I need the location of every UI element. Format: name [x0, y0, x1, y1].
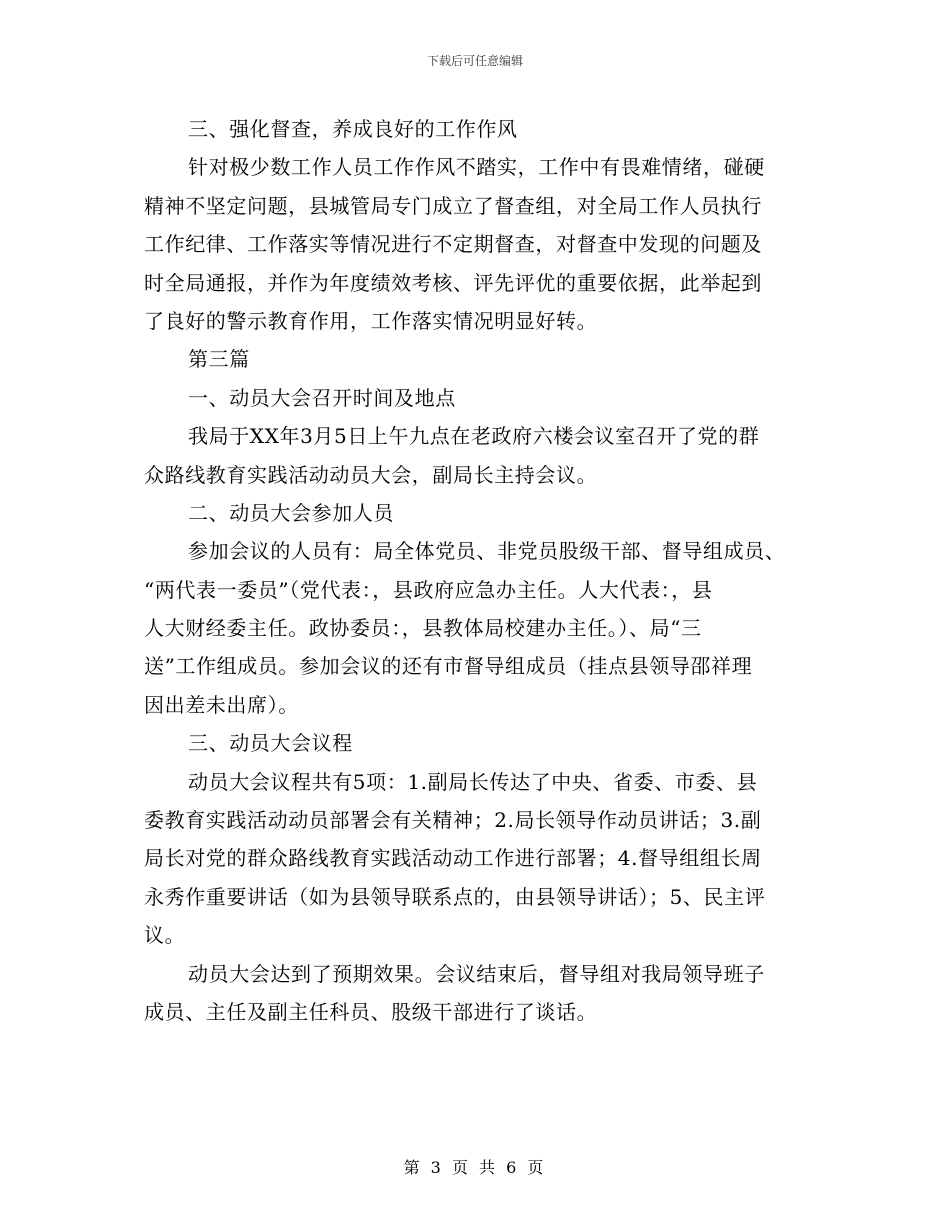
- text-line: 一、动员大会召开时间及地点: [188, 385, 456, 410]
- text-line: 时全局通报，并作为年度绩效考核、评先评优的重要依据，此举起到: [144, 270, 762, 295]
- page-header: 下载后可任意编辑: [426, 54, 523, 68]
- page-footer: 第 3 页 共 6 页: [403, 1158, 547, 1177]
- text-line: 因出差未出席）。: [144, 692, 299, 717]
- text-line: 送”工作组成员。参加会议的还有市督导组成员（挂点县领导邵祥理: [144, 654, 753, 679]
- text-line: 了良好的警示教育作用，工作落实情况明显好转。: [144, 308, 598, 333]
- text-line: 工作纪律、工作落实等情况进行不定期督查，对督查中发现的问题及: [144, 232, 762, 257]
- text-line: 三、动员大会议程: [188, 731, 353, 756]
- text-line: 精神不坚定问题，县城管局专门成立了督查组，对全局工作人员执行: [144, 193, 762, 218]
- text-line: 议。: [144, 923, 186, 948]
- text-line: 三、强化督查，养成良好的工作作风: [188, 117, 518, 141]
- text-line: 人大财经委主任。政协委员：，县教体局校建办主任。）、局“三: [144, 616, 702, 641]
- text-line: 动员大会议程共有5项：1.副局长传达了中央、省委、市委、县: [188, 769, 758, 794]
- document-body: [144, 110, 814, 1031]
- text-line: 动员大会达到了预期效果。会议结束后，督导组对我局领导班子: [188, 961, 765, 986]
- text-line: 二、动员大会参加人员: [188, 500, 394, 525]
- text-line: 我局于XX年3月5日上午九点在老政府六楼会议室召开了党的群: [188, 424, 760, 449]
- text-line: 第三篇: [188, 347, 250, 372]
- text-line: 委教育实践活动动员部署会有关精神；2.局长领导作动员讲话；3.副: [144, 808, 762, 833]
- text-line: 永秀作重要讲话（如为县领导联系点的，由县领导讲话）；5、民主评: [144, 884, 766, 909]
- text-line: 针对极少数工作人员工作作风不踏实，工作中有畏难情绪，碰硬: [188, 155, 765, 180]
- text-line: 成员、主任及副主任科员、股级干部进行了谈话。: [144, 999, 598, 1024]
- text-line: “两代表一委员”（党代表：，县政府应急办主任。人大代表：，县: [144, 577, 713, 602]
- text-line: 参加会议的人员有：局全体党员、非党员股级干部、督导组成员、: [188, 539, 786, 564]
- text-line: 局长对党的群众路线教育实践活动动工作进行部署；4.督导组组长周: [144, 846, 762, 871]
- text-line: 众路线教育实践活动动员大会，副局长主持会议。: [144, 462, 598, 487]
